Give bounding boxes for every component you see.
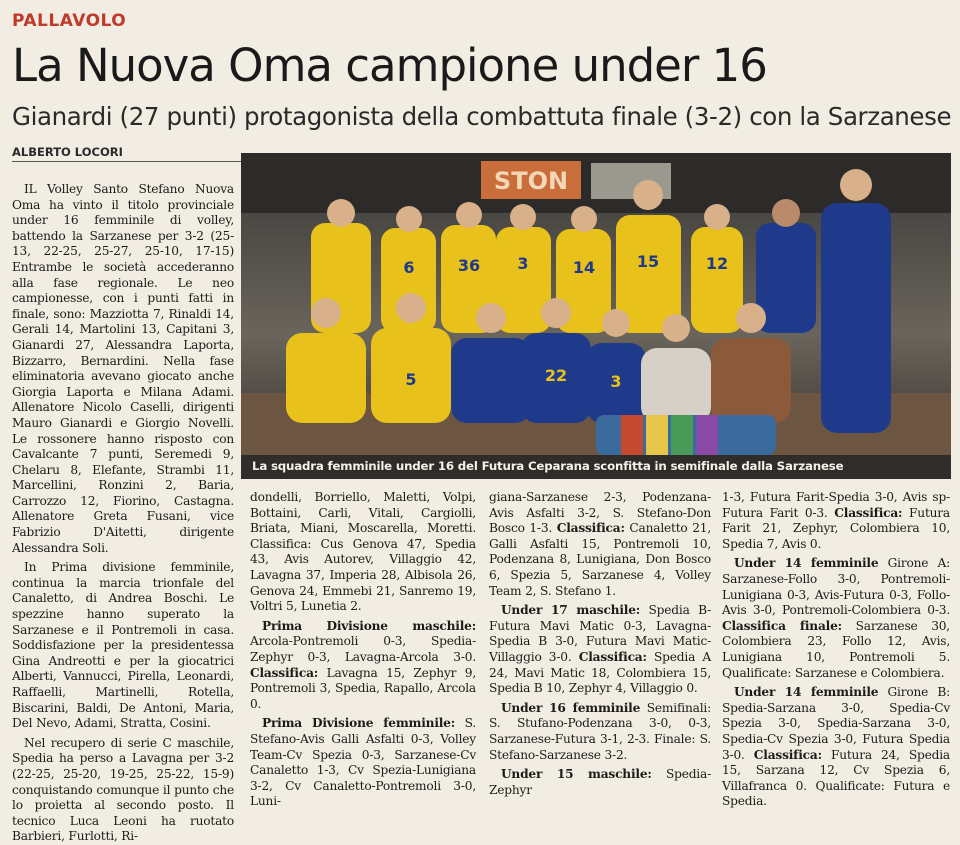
results-heading: Under 17 maschile:	[501, 603, 641, 618]
jersey-number: 22	[544, 366, 568, 385]
jersey-number: 6	[403, 258, 415, 277]
results-text: dondelli, Borriello, Maletti, Volpi, Bottaini, Carli, Vitali, Cargiolli, Briata, Miani, Moscarella, Moretti. Classifica: Cus Genova 47, Spedia 43, Avis Autorev, Villaggio 42, Lavagna 37, Imperia 28, Albisola 26, Genova 24, Emmebi 21, Sanremo 19, Voltri 5, Lunetia 2.	[250, 490, 476, 614]
team-photo	[241, 153, 951, 455]
standings-label: Classifica:	[834, 505, 903, 520]
article-paragraph-3: Nel recupero di serie C maschile, Spedia ha perso a Lavagna per 3-2 (22-25, 25-20, 19-25, 25-22, 15-9) conquistando comunque il punto che lo proietta al secondo posto. Il tecnico Luca Leoni ha ruotato Barbieri, Furlotti, Ri-	[12, 735, 234, 844]
subheadline: Gianardi (27 punti) protagonista della combattuta finale (3-2) con la Sarzanese	[12, 102, 952, 131]
results-heading: Prima Divisione femminile:	[262, 716, 456, 731]
team-photo-illustration	[241, 153, 951, 455]
results-text: Spedia-Zephyr	[489, 767, 711, 797]
jersey-number: 14	[572, 258, 596, 277]
results-text: giana-Sarzanese 2-3, Podenzana-Avis Asfalti 3-2, S. Stefano-Don Bosco 1-3.	[489, 490, 711, 536]
standings-label: Classifica:	[556, 521, 625, 536]
standings-text: Sarzanese 30, Colombiera 23, Follo 12, Avis, Lunigiana 10, Pontremoli 5. Qualificate: Sarzanese e Colombiera.	[722, 618, 950, 680]
photo-caption: La squadra femminile under 16 del Futura Ceparana sconfitta in semifinale dalla Sarzanese	[252, 459, 844, 473]
standings-text: Futura 24, Spedia 15, Sarzana 12, Cv Spezia 6, Villafranca 0. Qualificate: Futura e Spedia.	[722, 747, 950, 809]
jersey-number: 36	[457, 256, 481, 275]
article-column-2	[250, 490, 477, 809]
results-text: Spedia B-Futura Mavi Matic 0-3, Lavagna-Spedia B 3-0, Futura Mavi Matic-Villaggio 3-0.	[489, 603, 711, 664]
results-heading: Prima Divisione maschile:	[262, 618, 476, 633]
results-heading: Under 14 femminile	[734, 556, 879, 571]
section-label: PALLAVOLO	[12, 11, 127, 31]
article-paragraph-2: In Prima divisione femminile, continua la marcia trionfale del Canaletto, di Andrea Boschi. Le spezzine hanno superato la Sarzanese e il Pontremoli in casa. Soddisfazione per la presidentessa Gina Andreotti e per la giocatrici Alberti, Vannucci, Pirella, Leonardi, Raffaelli, Martinelli, Rotella, Biscarini, Baldi, De Antoni, Maria, Del Nevo, Adami, Stratta, Cosini.	[12, 560, 234, 731]
standings-text: Spedia A 24, Mavi Matic 18, Colombiera 15, Spedia B 10, Zephyr 4, Villaggio 0.	[489, 649, 711, 696]
jersey-number: 3	[610, 372, 622, 391]
standings-label: Classifica:	[578, 649, 647, 664]
results-text: Arcola-Pontremoli 0-3, Spedia-Zephyr 0-3, Lavagna-Arcola 3-0.	[250, 634, 476, 664]
standings-text: Futura Farit 21, Zephyr, Colombiera 10, Spedia 7, Avis 0.	[722, 505, 950, 551]
standings-text: Canaletto 21, Galli Asfalti 15, Pontremoli 10, Podenzana 8, Lunigiana, Don Bosco 6, Spezia 5, Sarzanese 4, Volley Team 2, S. Stefano 1.	[489, 521, 711, 598]
jersey-number: 5	[405, 370, 417, 389]
article-column-1	[12, 182, 234, 844]
standings-label: Classifica finale:	[722, 618, 842, 633]
standings-text: Lavagna 15, Zephyr 9, Pontremoli 3, Spedia, Rapallo, Arcola 0.	[250, 665, 476, 711]
jersey-number: 3	[517, 254, 529, 273]
article-column-3	[489, 490, 711, 800]
results-text: Semifinali: S. Stufano-Podenzana 3-0, 0-3, Sarzanese-Futura 3-1, 2-3. Finale: S. Stefano-Sarzanese 3-2.	[489, 700, 712, 762]
results-text: 1-3, Futura Farit-Spedia 3-0, Avis sp-Futura Farit 0-3.	[722, 490, 950, 520]
article-column-4	[722, 490, 950, 809]
standings-label: Classifica:	[250, 665, 319, 680]
results-text: Girone B: Spedia-Sarzana 3-0, Spedia-Cv Spezia 3-0, Spedia-Sarzana 3-0, Spedia-Cv Spezia 3-0, Futura Spedia 3-0.	[722, 685, 950, 762]
results-heading: Under 15 maschile:	[501, 767, 652, 782]
jersey-number: 15	[636, 252, 660, 271]
results-text: S. Stefano-Avis Galli Asfalti 0-3, Volley Team-Cv Spezia 0-3, Sarzanese-Cv Canaletto 1-3, Cv Spezia-Lunigiana 3-2, Cv Canaletto-Pontremoli 3-0, Luni-	[250, 716, 477, 809]
results-heading: Under 14 femminile	[734, 685, 879, 700]
results-text: Girone A: Sarzanese-Follo 3-0, Pontremoli-Lunigiana 0-3, Avis-Futura 0-3, Follo-Avis 3-0, Pontremoli-Colombiera 0-3.	[722, 556, 950, 618]
headline: La Nuova Oma campione under 16	[12, 39, 767, 92]
article-paragraph-1: IL Volley Santo Stefano Nuova Oma ha vinto il titolo provinciale under 16 femminile di volley, battendo la Sarzanese per 3-2 (25-13, 22-25, 25-27, 25-10, 17-15) Entrambe le società accederanno alla fase regionale. Le neo campionesse, con i punti fatti in finale, sono: Mazziotta 7, Rinaldi 14, Gerali 14, Martolini 13, Capitani 3, Gianardi 27, Alessandra Laporta, Bizzarro, Bernardini. Nella fase eliminatoria avevano giocato anche Giorgia Laporta e Milana Adami. Allenatore Nicolo Caselli, dirigenti Mauro Gianardi e Giorgio Novelli. Le rossonere hanno risposto con Cavalcante 7 punti, Seremedi 9, Chelaru 8, Elefante, Strambi 11, Marcellini, Ronzini 2, Baria, Carrozzo 12, Fiorino, Castagna. Allenatore Greta Fusani, vice Fabrizio D'Aitetti, dirigente Alessandra Soli.	[12, 182, 234, 555]
byline: ALBERTO LOCORI	[12, 145, 123, 159]
results-heading: Under 16 femminile	[501, 700, 641, 715]
banner-text: STON	[493, 167, 569, 195]
standings-label: Classifica:	[753, 747, 822, 762]
jersey-number: 12	[705, 254, 729, 273]
